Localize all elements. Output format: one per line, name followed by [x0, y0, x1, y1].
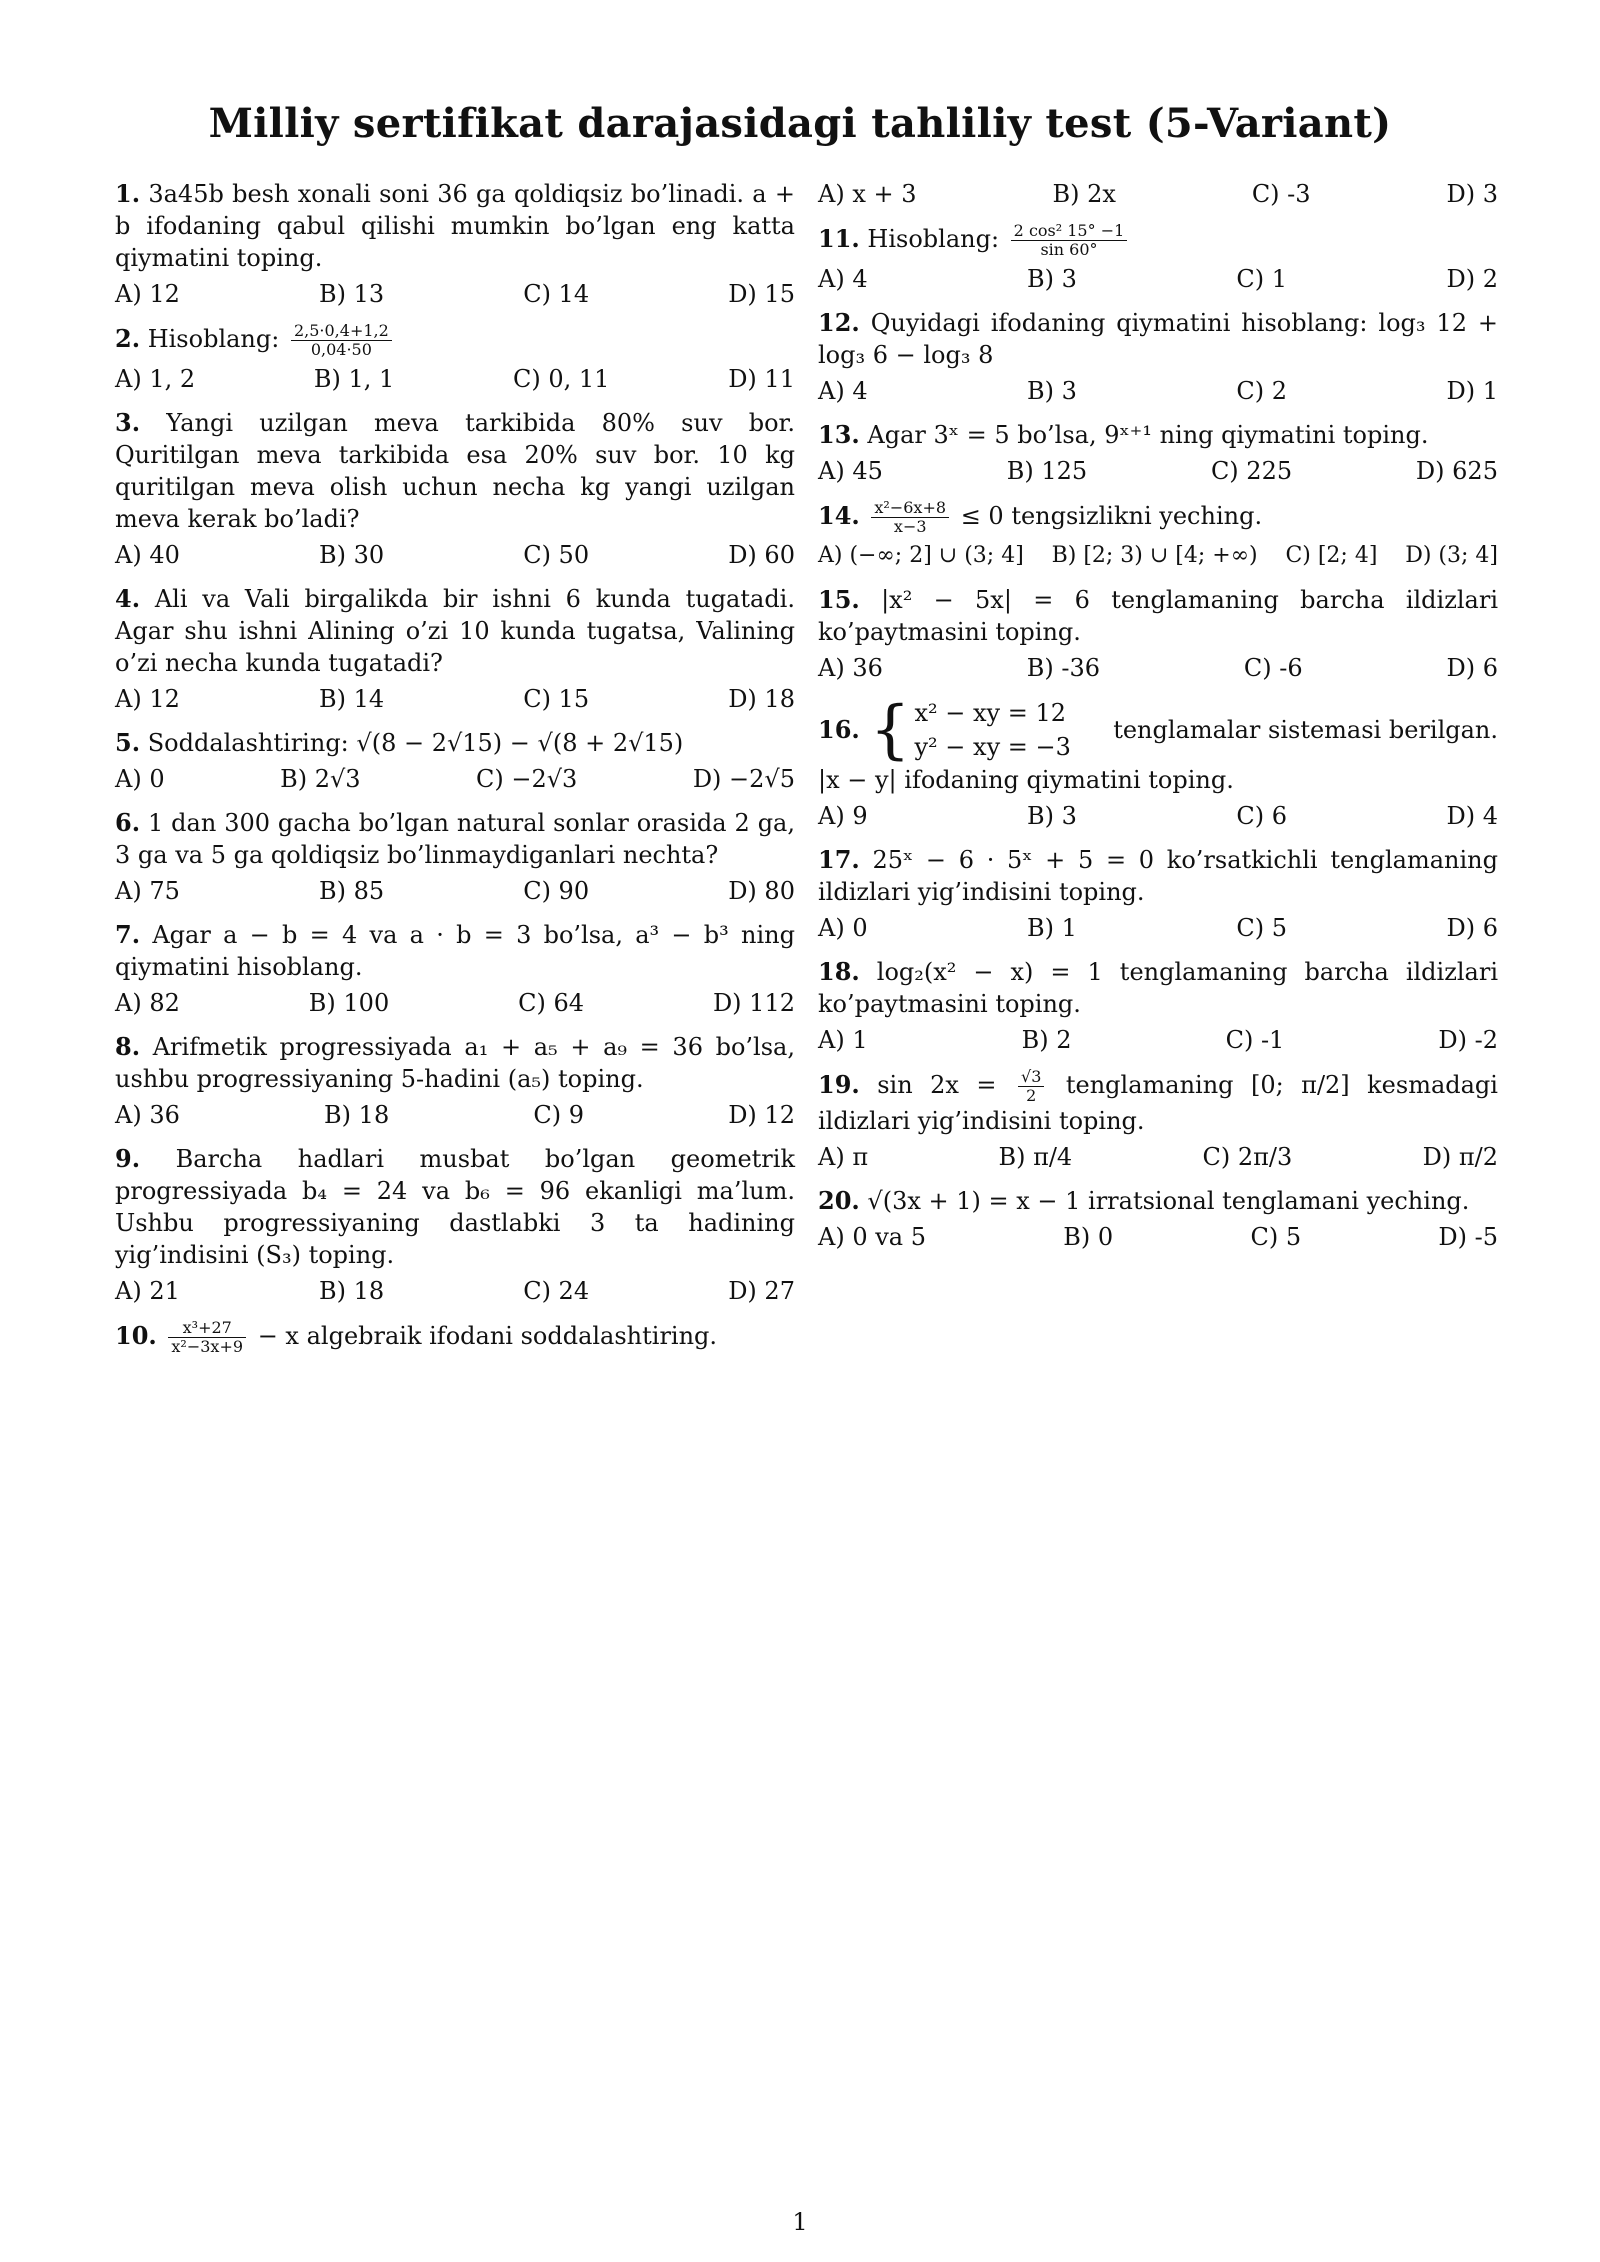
- option-a: A) 1, 2: [115, 365, 196, 393]
- option-a: A) 0: [818, 914, 868, 942]
- question-1: [115, 178, 795, 310]
- question-text: tenglamaning [0; π/2] kesmadagi ildizlari yig’indisini toping.: [818, 1071, 1498, 1135]
- option-a: A) 45: [818, 457, 883, 485]
- option-c: C) 225: [1210, 457, 1293, 485]
- system-equation-1: x² − xy = 12: [914, 699, 1067, 727]
- option-c: C) -1: [1225, 1026, 1285, 1054]
- option-a: A) 36: [115, 1101, 180, 1129]
- question-number: 20.: [818, 1186, 860, 1215]
- question-text: Arifmetik progressiyada a₁ + a₅ + a₉ = 36 bo’lsa, ushbu progressiyaning 5-hadini (a₅) toping.: [115, 1033, 795, 1093]
- fraction-numerator: 2 cos² 15° −1: [1011, 222, 1128, 241]
- option-c: C) 90: [523, 877, 590, 905]
- option-d: D) 6: [1446, 914, 1498, 942]
- option-b: B) 13: [318, 280, 385, 308]
- fraction-denominator: 2: [1026, 1086, 1037, 1105]
- option-c: C) 15: [523, 685, 590, 713]
- option-d: D) 2: [1446, 265, 1498, 293]
- question-15: [818, 584, 1498, 684]
- equation-system: [869, 693, 1071, 767]
- fraction-numerator: √3: [1018, 1068, 1044, 1087]
- question-10: [115, 1319, 795, 1356]
- option-a: A) 12: [115, 685, 180, 713]
- question-number: 14.: [818, 501, 860, 530]
- option-a: A) 12: [115, 280, 180, 308]
- option-a: A) 21: [115, 1277, 180, 1305]
- question-number: 1.: [115, 179, 141, 208]
- option-d: D) 27: [728, 1277, 795, 1305]
- question-text: |x² − 5x| = 6 tenglamaning barcha ildizlari ko’paytmasini toping.: [818, 586, 1498, 646]
- option-d: D) 15: [728, 280, 795, 308]
- option-d: D) −2√5: [692, 765, 795, 793]
- question-text-a: sin 2x =: [877, 1071, 997, 1099]
- option-d: D) (3; 4]: [1405, 543, 1498, 568]
- question-text: Hisoblang:: [147, 325, 280, 353]
- question-text: Yangi uzilgan meva tarkibida 80% suv bor. Quritilgan meva tarkibida esa 20% suv bor. 10 kg quritilgan meva olish uchun necha kg yangi uzilgan meva kerak bo’ladi?: [115, 409, 795, 533]
- question-number: 5.: [115, 728, 141, 757]
- question-number: 3.: [115, 408, 141, 437]
- option-a: A) 1: [818, 1026, 868, 1054]
- option-c: C) 6: [1236, 802, 1288, 830]
- question-19: [818, 1068, 1498, 1173]
- option-b: B) 2√3: [280, 765, 361, 793]
- question-16: [818, 693, 1498, 832]
- option-b: B) 14: [318, 685, 385, 713]
- option-a: A) 36: [818, 654, 883, 682]
- question-14: [818, 499, 1498, 572]
- fraction: [871, 499, 949, 536]
- option-d: D) -2: [1438, 1026, 1498, 1054]
- option-c: C) 14: [523, 280, 590, 308]
- question-13: [818, 419, 1498, 487]
- option-a: A) 75: [115, 877, 180, 905]
- question-text: tenglamalar sistemasi berilgan.: [1113, 716, 1498, 744]
- option-d: D) 11: [728, 365, 795, 393]
- question-text: 25ˣ − 6 · 5ˣ + 5 = 0 ko’rsatkichli tenglamaning ildizlari yig’indisini toping.: [818, 846, 1498, 906]
- question-text: Agar a − b = 4 va a · b = 3 bo’lsa, a³ − b³ ning qiymatini hisoblang.: [115, 921, 795, 981]
- question-4: [115, 583, 795, 715]
- question-text-2: |x − y| ifodaning qiymatini toping.: [818, 766, 1234, 794]
- option-c: C) 50: [523, 541, 590, 569]
- option-a: A) x + 3: [818, 180, 917, 208]
- question-12: [818, 307, 1498, 407]
- option-b: B) 2x: [1052, 180, 1116, 208]
- fraction: [1011, 222, 1128, 259]
- question-number: 18.: [818, 957, 860, 986]
- question-text: 1 dan 300 gacha bo’lgan natural sonlar orasida 2 ga, 3 ga va 5 ga qoldiqsiz bo’linmaydiganlari nechta?: [115, 809, 795, 869]
- option-d: D) 60: [728, 541, 795, 569]
- question-9: [115, 1143, 795, 1307]
- question-number: 15.: [818, 585, 860, 614]
- option-d: D) 12: [728, 1101, 795, 1129]
- option-b: B) 30: [318, 541, 385, 569]
- question-11: [818, 222, 1498, 295]
- question-text: Agar 3ˣ = 5 bo’lsa, 9ˣ⁺¹ ning qiymatini toping.: [867, 421, 1429, 449]
- option-b: B) 85: [318, 877, 385, 905]
- option-d: D) 625: [1415, 457, 1498, 485]
- option-a: A) 0 va 5: [818, 1223, 926, 1251]
- fraction: [1018, 1068, 1044, 1105]
- question-number: 9.: [115, 1144, 141, 1173]
- question-number: 19.: [818, 1070, 860, 1099]
- option-c: C) 64: [518, 989, 585, 1017]
- option-d: D) 1: [1446, 377, 1498, 405]
- fraction-denominator: x−3: [893, 517, 927, 536]
- option-c: C) 0, 11: [513, 365, 610, 393]
- option-d: D) 18: [728, 685, 795, 713]
- question-10-options: [818, 178, 1498, 210]
- fraction: [291, 322, 392, 359]
- option-b: B) 3: [1027, 265, 1077, 293]
- option-b: B) 1: [1027, 914, 1077, 942]
- option-a: A) 40: [115, 541, 180, 569]
- question-7: [115, 919, 795, 1019]
- question-6: [115, 807, 795, 907]
- question-number: 13.: [818, 420, 860, 449]
- option-b: B) 3: [1027, 377, 1077, 405]
- option-d: D) 112: [712, 989, 795, 1017]
- option-c: C) 9: [533, 1101, 585, 1129]
- option-b: B) π/4: [998, 1143, 1073, 1171]
- option-d: D) 6: [1446, 654, 1498, 682]
- option-c: C) −2√3: [476, 765, 578, 793]
- option-b: B) [2; 3) ∪ [4; +∞): [1051, 543, 1258, 568]
- option-b: B) 18: [318, 1277, 385, 1305]
- option-c: C) 5: [1250, 1223, 1302, 1251]
- option-b: B) 100: [308, 989, 390, 1017]
- question-number: 4.: [115, 584, 141, 613]
- fraction-numerator: x²−6x+8: [871, 499, 949, 518]
- question-number: 10.: [115, 1321, 157, 1350]
- question-8: [115, 1031, 795, 1131]
- fraction-denominator: x²−3x+9: [171, 1337, 244, 1356]
- question-text: √(3x + 1) = x − 1 irratsional tenglamani yeching.: [867, 1187, 1470, 1215]
- question-number: 7.: [115, 920, 141, 949]
- option-b: B) 18: [324, 1101, 390, 1129]
- question-number: 17.: [818, 845, 860, 874]
- option-d: D) π/2: [1422, 1143, 1498, 1171]
- option-a: A) 0: [115, 765, 165, 793]
- question-text: log₂(x² − x) = 1 tenglamaning barcha ildizlari ko’paytmasini toping.: [818, 958, 1499, 1018]
- option-b: B) 3: [1027, 802, 1077, 830]
- option-d: D) 80: [728, 877, 795, 905]
- question-number: 12.: [818, 308, 860, 337]
- page-number: 1: [792, 2208, 808, 2236]
- option-a: A) 4: [818, 377, 868, 405]
- question-text: − x algebraik ifodani soddalashtiring.: [257, 1322, 718, 1350]
- fraction-numerator: x³+27: [168, 1319, 246, 1338]
- question-number: 11.: [818, 224, 860, 253]
- option-d: D) -5: [1438, 1223, 1498, 1251]
- option-a: A) (−∞; 2] ∪ (3; 4]: [818, 543, 1024, 568]
- question-text: Soddalashtiring:: [147, 729, 349, 757]
- option-c: C) -6: [1243, 654, 1303, 682]
- question-3: [115, 407, 795, 571]
- option-d: D) 3: [1446, 180, 1498, 208]
- question-17: [818, 844, 1498, 944]
- option-a: A) π: [818, 1143, 869, 1171]
- option-b: B) 0: [1063, 1223, 1114, 1251]
- question-number: 2.: [115, 324, 141, 353]
- question-5: [115, 727, 795, 795]
- option-c: C) 2π/3: [1202, 1143, 1293, 1171]
- fraction-denominator: 0,04·50: [310, 340, 372, 359]
- option-c: C) [2; 4]: [1285, 543, 1378, 568]
- question-number: 16.: [818, 715, 860, 744]
- left-column: [115, 178, 795, 1360]
- option-b: B) 125: [1006, 457, 1088, 485]
- option-b: B) 1, 1: [313, 365, 395, 393]
- math-expression: √(8 − 2√15) − √(8 + 2√15): [356, 729, 684, 757]
- option-c: C) -3: [1251, 180, 1311, 208]
- option-b: B) 2: [1021, 1026, 1072, 1054]
- brace-icon: {: [869, 693, 911, 767]
- question-text: Quyidagi ifodaning qiymatini hisoblang: log₃ 12 + log₃ 6 − log₃ 8: [818, 309, 1498, 369]
- question-20: [818, 1185, 1498, 1253]
- option-a: A) 9: [818, 802, 868, 830]
- question-text: Barcha hadlari musbat bo’lgan geometrik progressiyada b₄ = 24 va b₆ = 96 ekanligi ma’lum. Ushbu progressiyaning dastlabki 3 ta hadining yig’indisini (S₃) toping.: [115, 1145, 795, 1269]
- option-c: C) 2: [1236, 377, 1288, 405]
- question-number: 6.: [115, 808, 141, 837]
- question-text: 3a45b besh xonali soni 36 ga qoldiqsiz bo’linadi. a + b ifodaning qabul qilishi mumkin bo’lgan eng katta qiymatini toping.: [115, 180, 795, 272]
- option-b: B) -36: [1026, 654, 1101, 682]
- fraction-denominator: sin 60°: [1040, 240, 1098, 259]
- question-number: 8.: [115, 1032, 141, 1061]
- option-d: D) 4: [1446, 802, 1498, 830]
- question-text: ≤ 0 tengsizlikni yeching.: [960, 502, 1263, 530]
- fraction-numerator: 2,5·0,4+1,2: [291, 322, 392, 341]
- question-18: [818, 956, 1498, 1056]
- option-c: C) 1: [1236, 265, 1288, 293]
- question-text: Hisoblang:: [867, 225, 1000, 253]
- option-c: C) 5: [1236, 914, 1288, 942]
- question-2: [115, 322, 795, 395]
- right-column: [818, 178, 1498, 1265]
- page-title: Milliy sertifikat darajasidagi tahliliy test (5-Variant): [208, 100, 1392, 147]
- fraction: [168, 1319, 246, 1356]
- option-c: C) 24: [523, 1277, 590, 1305]
- option-a: A) 4: [818, 265, 868, 293]
- system-equation-2: y² − xy = −3: [914, 733, 1071, 761]
- option-a: A) 82: [115, 989, 180, 1017]
- question-text: Ali va Vali birgalikda bir ishni 6 kunda tugatadi. Agar shu ishni Alining o’zi 10 kunda tugatsa, Valining o’zi necha kunda tugatadi?: [115, 585, 795, 677]
